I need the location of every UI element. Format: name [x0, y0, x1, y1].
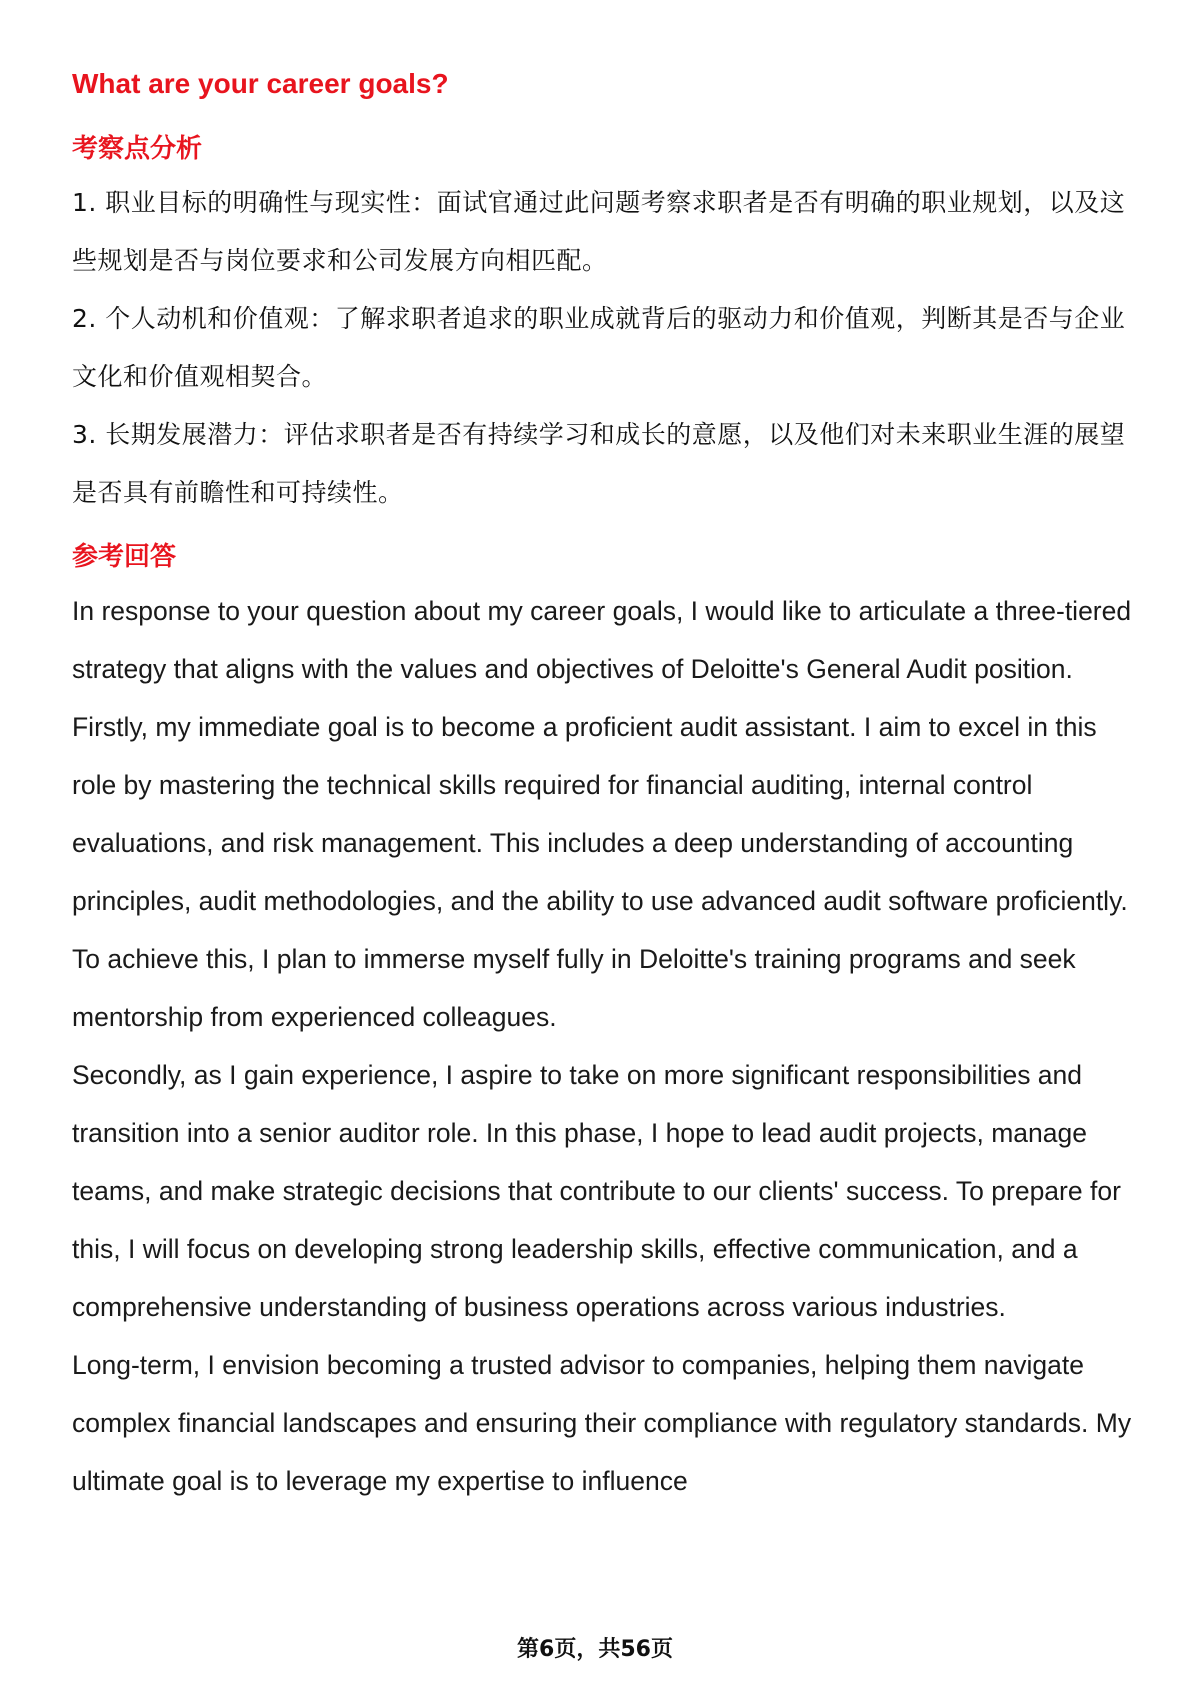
- answer-heading: 参考回答: [72, 542, 177, 572]
- answer-paragraph: Long-term, I envision becoming a trusted advisor to companies, helping them navigate complex financial landscapes and ensuring their compliance with regulatory standards. My ultimate goal is to leverage my expertise to influence: [72, 1350, 1132, 1496]
- question-title: What are your career goals?: [72, 68, 449, 99]
- answer-paragraph: Secondly, as I gain experience, I aspire to take on more significant responsibilities and transition into a senior auditor role. In this phase, I hope to lead audit projects, manage teams, and make strategic decisions that contribute to our clients' success. To prepare for this, I will focus on developing strong leadership skills, effective communication, and a comprehensive understanding of business operations across various industries.: [72, 1060, 1121, 1322]
- page-number: 第6页，共56页: [517, 1637, 673, 1662]
- analysis-item: 2. 个人动机和价值观：了解求职者追求的职业成就背后的驱动力和价值观，判断其是否与企业文化和价值观相契合。: [72, 304, 1126, 391]
- answer-paragraph: Firstly, my immediate goal is to become a proficient audit assistant. I aim to excel in this role by mastering the technical skills required for financial auditing, internal control evaluations, and risk management. This includes a deep understanding of accounting principles, audit methodologies, and the ability to use advanced audit software proficiently. To achieve this, I plan to immerse myself fully in Deloitte's training programs and seek mentorship from experienced colleagues.: [72, 712, 1128, 1032]
- answer-body: [72, 582, 1132, 1510]
- analysis-item: 3. 长期发展潜力：评估求职者是否有持续学习和成长的意愿，以及他们对未来职业生涯的展望是否具有前瞻性和可持续性。: [72, 420, 1126, 507]
- analysis-heading: 考察点分析: [72, 134, 203, 164]
- analysis-item: 1. 职业目标的明确性与现实性：面试官通过此问题考察求职者是否有明确的职业规划，以及这些规划是否与岗位要求和公司发展方向相匹配。: [72, 188, 1126, 275]
- analysis-list: [72, 174, 1132, 522]
- answer-paragraph: In response to your question about my career goals, I would like to articulate a three-tiered strategy that aligns with the values and objectives of Deloitte's General Audit position.: [72, 596, 1132, 684]
- document-page: [72, 58, 1132, 1510]
